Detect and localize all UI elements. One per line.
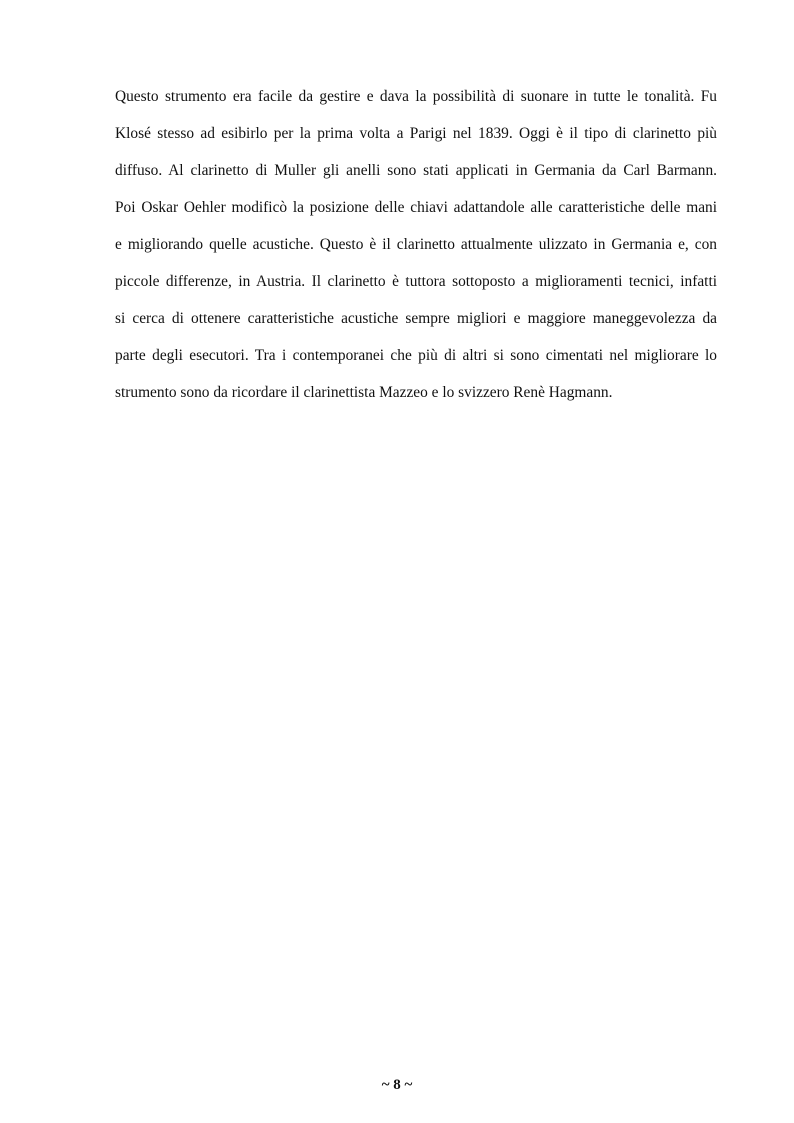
paragraph-line-8: parte degli esecutori. Tra i contemporanei che più di altri si sono cimentati nel migliorare lo [115, 347, 717, 364]
paragraph-line-9: strumento sono da ricordare il clarinettista Mazzeo e lo svizzero Renè Hagmann. [115, 384, 613, 401]
paragraph-line-6: piccole differenze, in Austria. Il clarinetto è tuttora sottoposto a miglioramenti tecnici, infatti [115, 273, 717, 290]
body-paragraph [115, 84, 717, 417]
page-number: ~ 8 ~ [381, 1077, 413, 1093]
paragraph-line-7: si cerca di ottenere caratteristiche acustiche sempre migliori e maggiore maneggevolezza da [115, 310, 717, 327]
paragraph-line-2: Klosé stesso ad esibirlo per la prima volta a Parigi nel 1839. Oggi è il tipo di clarinetto più [115, 125, 717, 142]
paragraph-line-5: e migliorando quelle acustiche. Questo è il clarinetto attualmente ulizzato in Germania e, con [115, 236, 717, 253]
paragraph-line-4: Poi Oskar Oehler modificò la posizione delle chiavi adattandole alle caratteristiche delle mani [115, 199, 717, 216]
paragraph-line-1: Questo strumento era facile da gestire e dava la possibilità di suonare in tutte le tonalità. Fu [115, 88, 717, 105]
paragraph-line-3: diffuso. Al clarinetto di Muller gli anelli sono stati applicati in Germania da Carl Barmann. [115, 162, 717, 179]
